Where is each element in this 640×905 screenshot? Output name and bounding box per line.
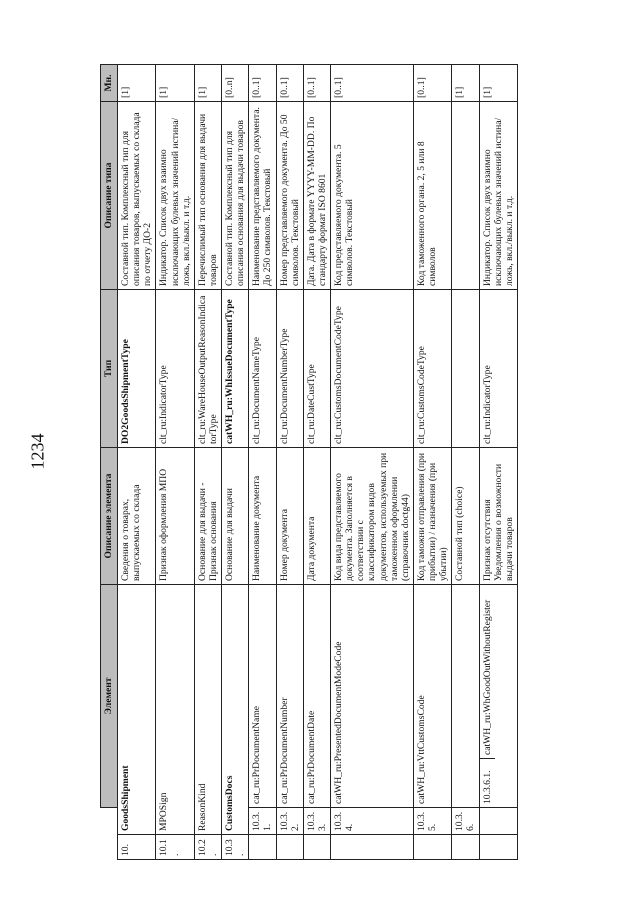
table-row bbox=[222, 65, 249, 860]
type-description: Индикатор. Список двух взаимно исключающих булевых значений истина/ложь, вкл./выкл. и т.д. bbox=[156, 102, 194, 290]
type-name: DO2GoodsShipmentType bbox=[118, 290, 156, 448]
row-number: 10.3.6.1. bbox=[480, 758, 495, 807]
element-description: Признак оформления МПО bbox=[156, 448, 194, 585]
multiplicity: [0..n] bbox=[222, 65, 249, 102]
element-name: catWH_ru:PresentedDocumentModeCode bbox=[331, 585, 414, 808]
table-row bbox=[331, 65, 414, 860]
element-name: catWH_ru:VttCustomsCode bbox=[413, 585, 451, 808]
row-number: 10.1. bbox=[156, 835, 194, 860]
table-row bbox=[413, 65, 451, 860]
element-description: Сведения о товарах, выпускаемых со склада bbox=[118, 448, 156, 585]
type-name: clt_ru:DocumentNameType bbox=[249, 290, 276, 448]
element-name: cat_ru:PrDocumentDate bbox=[303, 585, 330, 808]
element-name: GoodsShipment bbox=[118, 585, 156, 835]
multiplicity: [1] bbox=[194, 65, 221, 102]
type-name: clt_ru:IndicatorType bbox=[479, 290, 517, 448]
element-name: catWH_ru:WhGoodOutWithoutRegister bbox=[481, 599, 493, 755]
element-name: cat_ru:PrDocumentNumber bbox=[276, 585, 303, 808]
table-row bbox=[194, 65, 221, 860]
header-type-description: Описание типа bbox=[101, 102, 118, 290]
table-row bbox=[303, 65, 330, 860]
page-number: 1234 bbox=[27, 433, 48, 470]
type-name: clt_ru:DateCustType bbox=[303, 290, 330, 448]
table-row bbox=[249, 65, 276, 860]
element-description: Номер документа bbox=[276, 448, 303, 585]
row-number: 10.3.1. bbox=[249, 808, 276, 835]
row-number: 10.3.2. bbox=[276, 808, 303, 835]
type-description: Составной тип. Комплексный тип для описания основания для выдачи товаров bbox=[222, 102, 249, 290]
table-row bbox=[479, 65, 517, 860]
header-element-description: Описание элемента bbox=[101, 448, 118, 585]
element-description: Код вида представляемого документа. Заполняется в соответствии с классификатором видов документов, используемых при таможенном оформлении (справочник doctg44) bbox=[331, 448, 414, 585]
header-element: Элемент bbox=[101, 585, 118, 808]
type-description: Перечислимый тип основания для выдачи товаров bbox=[194, 102, 221, 290]
element-name bbox=[452, 585, 479, 808]
header-type: Тип bbox=[101, 290, 118, 448]
type-name: catWH_ru:WhIssueDocumentType bbox=[222, 290, 249, 448]
element-name: MPOSign bbox=[156, 585, 194, 835]
element-name: cat_ru:PrDocumentName bbox=[249, 585, 276, 808]
multiplicity: [0..1] bbox=[413, 65, 451, 102]
type-description: Дата. Дата в формате YYYY-MM-DD. По стандарту формат ISO 8601 bbox=[303, 102, 330, 290]
element-description: Составной тип (choice) bbox=[452, 448, 479, 585]
row-number: 10.2. bbox=[194, 835, 221, 860]
header-spacer bbox=[101, 808, 118, 860]
multiplicity: [0..1] bbox=[331, 65, 414, 102]
multiplicity: [0..1] bbox=[303, 65, 330, 102]
type-description: Номер представляемого документа. До 50 символов. Текстовый bbox=[276, 102, 303, 290]
table-row bbox=[276, 65, 303, 860]
type-name bbox=[452, 290, 479, 448]
indent-cell bbox=[479, 808, 517, 835]
indent-cell bbox=[479, 835, 517, 860]
header-row bbox=[101, 65, 118, 860]
indent-cell bbox=[452, 835, 479, 860]
type-name: clt_ru:CustomsDocumentCodeType bbox=[331, 290, 414, 448]
row-number: 10. bbox=[118, 835, 156, 860]
element-name: CustomsDocs bbox=[222, 585, 249, 835]
multiplicity: [1] bbox=[452, 65, 479, 102]
table-row bbox=[452, 65, 479, 860]
indent-cell bbox=[331, 835, 414, 860]
type-name: clt_ru:DocumentNumberType bbox=[276, 290, 303, 448]
multiplicity: [0..1] bbox=[276, 65, 303, 102]
indent-cell bbox=[249, 835, 276, 860]
type-description: Составной тип. Комплексный тип для описания товаров, выпускаемых со склада по отчету ДО-2 bbox=[118, 102, 156, 290]
table-row bbox=[118, 65, 156, 860]
indent-cell bbox=[413, 835, 451, 860]
multiplicity: [1] bbox=[156, 65, 194, 102]
element-description: Наименование документа bbox=[249, 448, 276, 585]
element-description: Основание для выдачи bbox=[222, 448, 249, 585]
type-name: clt_ru:IndicatorType bbox=[156, 290, 194, 448]
type-description: Код таможенного органа. 2, 5 или 8 символов bbox=[413, 102, 451, 290]
multiplicity: [1] bbox=[118, 65, 156, 102]
type-name: clt_ru:WareHouseOutputReasonIndicatorType bbox=[194, 290, 221, 448]
table-row bbox=[156, 65, 194, 860]
row-number: 10.3.6. bbox=[452, 808, 479, 835]
indent-cell bbox=[303, 835, 330, 860]
row-number: 10.3. bbox=[222, 835, 249, 860]
multiplicity: [1] bbox=[479, 65, 517, 102]
element-description: Дата документа bbox=[303, 448, 330, 585]
indent-cell bbox=[276, 835, 303, 860]
type-description: Наименование представляемого документа. До 250 символов. Текстовый bbox=[249, 102, 276, 290]
element-description: Основание для выдачи - Признак основания bbox=[194, 448, 221, 585]
multiplicity: [0..1] bbox=[249, 65, 276, 102]
row-number: 10.3.5. bbox=[413, 808, 451, 835]
element-name: ReasonKind bbox=[194, 585, 221, 835]
rotated-table-wrapper bbox=[100, 65, 560, 860]
type-description: Индикатор. Список двух взаимно исключающих булевых значений истина/ложь, вкл./выкл. и т.д. bbox=[479, 102, 517, 290]
row-number: 10.3.4. bbox=[331, 808, 414, 835]
schema-table bbox=[100, 64, 518, 860]
row-number: 10.3.3. bbox=[303, 808, 330, 835]
page-content bbox=[100, 65, 560, 860]
header-multiplicity: Мн. bbox=[101, 65, 118, 102]
element-description: Код таможни отправления (при прибытии) / назначения (при убытии) bbox=[413, 448, 451, 585]
type-description bbox=[452, 102, 479, 290]
type-description: Код представляемого документа. 5 символов. Текстовый bbox=[331, 102, 414, 290]
element-description: Признак отсутствия Уведомления о возможности выдачи товаров bbox=[479, 448, 517, 585]
element-cell bbox=[479, 585, 517, 808]
type-name: clt_ru:CustomsCodeType bbox=[413, 290, 451, 448]
